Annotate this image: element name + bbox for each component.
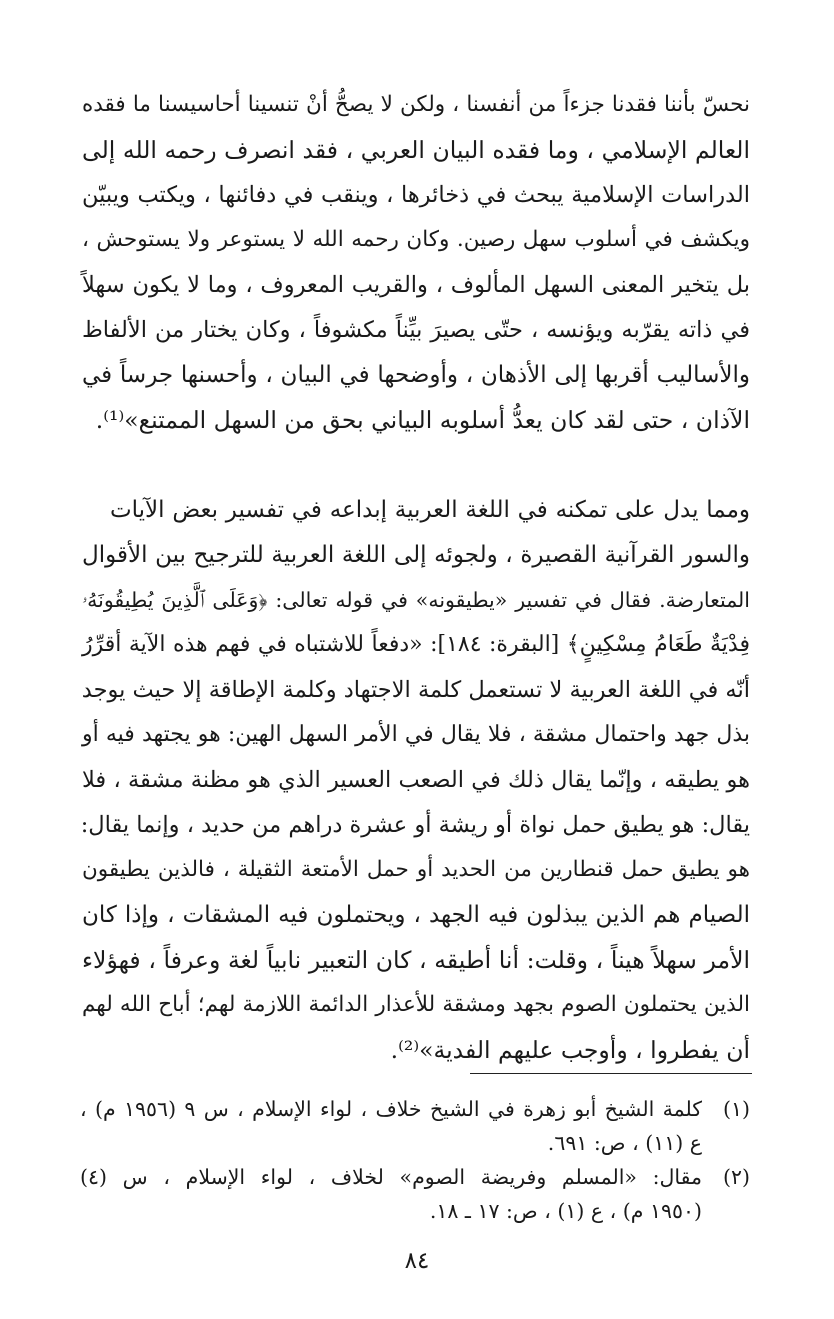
footnote-number: (٢) bbox=[722, 1165, 750, 1189]
footnote-number: (١) bbox=[722, 1097, 750, 1121]
text-line: والأساليب أقربها إلى الأذهان ، وأوضحها في البيان ، وأحسنها جرساً في bbox=[82, 362, 750, 388]
text-line: الدراسات الإسلامية يبحث في ذخائرها ، وينقب في دفائنها ، ويكتب ويبيّن bbox=[82, 182, 750, 208]
footnote-line: مقال: «المسلم وفريضة الصوم» لخلاف ، لواء الإسلام ، س (٤) bbox=[80, 1165, 702, 1189]
text-line: المتعارضة. فقال في تفسير «يطيقونه» في قوله تعالى: ﴿وَعَلَى ٱلَّذِينَ يُطِيقُونَهُۥ bbox=[82, 588, 750, 612]
footnote-separator bbox=[470, 1073, 752, 1074]
text-line: يقال: هو يطيق حمل نواة أو ريشة أو عشرة دراهم من حديد ، وإنما يقال: bbox=[80, 812, 750, 838]
text-line: الآذان ، حتى لقد كان يعدُّ أسلوبه البياني بحق من السهل الممتنع»⁽¹⁾. bbox=[95, 406, 750, 434]
text-line: نحسّ بأننا فقدنا جزءاً من أنفسنا ، ولكن لا يصحُّ أنْ تنسينا أحاسيسنا ما فقده bbox=[82, 92, 750, 117]
text-line: هو يطيقه ، وإنّما يقال ذلك في الصعب العسير الذي هو مظنة مشقة ، فلا bbox=[82, 767, 750, 793]
footnote-1 bbox=[80, 1092, 750, 1162]
page-number: ٨٤ bbox=[404, 1248, 430, 1274]
text-line: الصيام هم الذين يبذلون فيه الجهد ، ويحتملون فيه المشقات ، وإذا كان bbox=[82, 902, 750, 928]
text-line: هو يطيق حمل قنطارين من الحديد أو حمل الأمتعة الثقيلة ، فالذين يطيقون bbox=[82, 857, 750, 882]
footnote-line: (١٩٥٠ م) ، ع (١) ، ص: ١٧ ـ ١٨. bbox=[429, 1199, 702, 1223]
footnote-2 bbox=[80, 1160, 750, 1230]
text-line: أنّه في اللغة العربية لا تستعمل كلمة الاجتهاد وكلمة الإطاقة إلا حيث يوجد bbox=[81, 677, 750, 703]
text-line: الذين يحتملون الصوم بجهد ومشقة للأعذار الدائمة اللازمة لهم؛ أباح الله لهم bbox=[82, 992, 750, 1017]
text-line: والسور القرآنية القصيرة ، ولجوئه إلى اللغة العربية للترجيح بين الأقوال bbox=[82, 542, 750, 568]
text-line: الأمر سهلاً هيناً ، وقلت: أنا أطيقه ، كان التعبير نابياً لغة وعرفاً ، فهؤلاء bbox=[82, 946, 750, 974]
footnote-line: كلمة الشيخ أبو زهرة في الشيخ خلاف ، لواء الإسلام ، س ٩ (١٩٥٦ م) ، bbox=[80, 1097, 703, 1121]
text-line: ومما يدل على تمكنه في اللغة العربية إبداعه في تفسير بعض الآيات bbox=[110, 497, 750, 523]
text-line: في ذاته يقرّبه ويؤنسه ، حتّى يصيرَ بيِّناً مكشوفاً ، وكان يختار من الألفاظ bbox=[82, 317, 750, 343]
text-line: بذل جهد واحتمال مشقة ، فلا يقال في الأمر السهل الهين: هو يجتهد فيه أو bbox=[82, 722, 750, 747]
text-line: ويكشف في أسلوب سهل رصين. وكان رحمه الله لا يستوعر ولا يستوحش ، bbox=[82, 227, 750, 252]
text-line: فِدْيَةٌ طَعَامُ مِسْكِينٍ﴾ [البقرة: ١٨٤]: «دفعاً للاشتباه في فهم هذه الآية أقرِّرُ bbox=[82, 632, 750, 657]
footnote-line: ع (١١) ، ص: ٦٩١. bbox=[547, 1131, 702, 1155]
text-line: العالم الإسلامي ، وما فقده البيان العربي ، فقد انصرف رحمه الله إلى bbox=[82, 136, 750, 164]
text-line: أن يفطروا ، وأوجب عليهم الفدية»⁽²⁾. bbox=[390, 1036, 750, 1064]
text-line: بل يتخير المعنى السهل المألوف ، والقريب المعروف ، وما لا يكون سهلاً bbox=[82, 272, 750, 298]
